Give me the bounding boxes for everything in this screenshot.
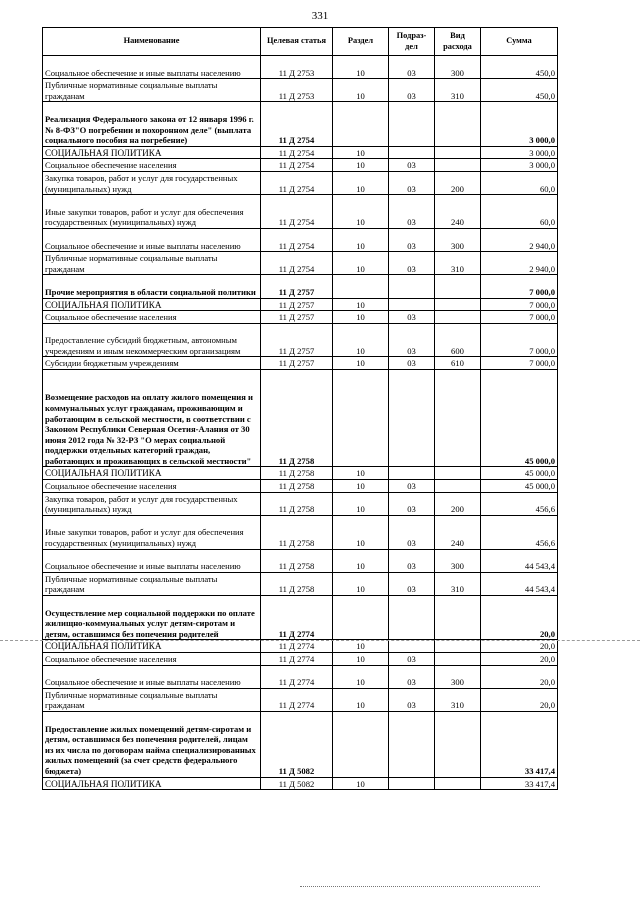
- row-name: Предоставление жилых помещений детям-сиротам и детям, оставшимся без попечения родителей, лицам из их числа по договорам найма специализированных жилых помещений (за счет средств федерального бюджета): [43, 711, 261, 777]
- row-amount: 45 000,0: [481, 480, 558, 493]
- row-target-article: 11 Д 2758: [261, 515, 333, 549]
- row-subsection: 03: [389, 195, 435, 229]
- row-section: 10: [333, 688, 389, 711]
- row-subsection: [389, 596, 435, 640]
- budget-table: [42, 27, 558, 790]
- table-row: [43, 467, 558, 480]
- row-name: СОЦИАЛЬНАЯ ПОЛИТИКА: [43, 467, 261, 480]
- row-target-article: 11 Д 2758: [261, 549, 333, 572]
- row-expense-type: 600: [435, 323, 481, 357]
- row-target-article: 11 Д 2754: [261, 146, 333, 159]
- row-expense-type: 240: [435, 195, 481, 229]
- header-section: Раздел: [333, 28, 389, 56]
- row-target-article: 11 Д 5082: [261, 777, 333, 790]
- row-expense-type: 310: [435, 572, 481, 595]
- row-subsection: 03: [389, 228, 435, 251]
- row-target-article: 11 Д 2754: [261, 171, 333, 194]
- row-subsection: 03: [389, 688, 435, 711]
- row-name: СОЦИАЛЬНАЯ ПОЛИТИКА: [43, 146, 261, 159]
- row-target-article: 11 Д 2754: [261, 252, 333, 275]
- row-section: 10: [333, 572, 389, 595]
- row-amount: 7 000,0: [481, 323, 558, 357]
- row-section: 10: [333, 56, 389, 79]
- table-row: [43, 665, 558, 688]
- row-target-article: 11 Д 5082: [261, 711, 333, 777]
- row-amount: 45 000,0: [481, 467, 558, 480]
- row-section: [333, 711, 389, 777]
- row-expense-type: [435, 596, 481, 640]
- row-amount: 45 000,0: [481, 370, 558, 467]
- table-row: [43, 146, 558, 159]
- row-name: СОЦИАЛЬНАЯ ПОЛИТИКА: [43, 640, 261, 653]
- row-section: 10: [333, 665, 389, 688]
- row-target-article: 11 Д 2754: [261, 228, 333, 251]
- header-amount: Сумма: [481, 28, 558, 56]
- row-section: 10: [333, 492, 389, 515]
- row-section: 10: [333, 653, 389, 666]
- row-amount: 44 543,4: [481, 572, 558, 595]
- row-expense-type: 310: [435, 688, 481, 711]
- row-name: Осуществление мер социальной поддержки по оплате жилищно-коммунальных услуг детям-сиротам и детям, оставшимся без попечения родителей: [43, 596, 261, 640]
- row-subsection: [389, 467, 435, 480]
- row-expense-type: 310: [435, 79, 481, 102]
- budget-table-body: [43, 56, 558, 790]
- row-amount: 20,0: [481, 688, 558, 711]
- table-header-row: [43, 28, 558, 56]
- row-section: 10: [333, 467, 389, 480]
- row-name: Публичные нормативные социальные выплаты гражданам: [43, 79, 261, 102]
- table-row: [43, 252, 558, 275]
- row-target-article: 11 Д 2754: [261, 195, 333, 229]
- table-row: [43, 640, 558, 653]
- row-expense-type: [435, 298, 481, 311]
- row-target-article: 11 Д 2774: [261, 596, 333, 640]
- row-target-article: 11 Д 2757: [261, 357, 333, 370]
- row-section: [333, 275, 389, 298]
- row-name: Публичные нормативные социальные выплаты гражданам: [43, 252, 261, 275]
- row-amount: 60,0: [481, 171, 558, 194]
- table-row: [43, 572, 558, 595]
- row-expense-type: [435, 777, 481, 790]
- row-subsection: [389, 275, 435, 298]
- row-expense-type: 610: [435, 357, 481, 370]
- row-target-article: 11 Д 2753: [261, 79, 333, 102]
- row-section: 10: [333, 357, 389, 370]
- row-section: 10: [333, 640, 389, 653]
- row-section: 10: [333, 515, 389, 549]
- row-expense-type: [435, 275, 481, 298]
- row-expense-type: [435, 467, 481, 480]
- row-section: 10: [333, 311, 389, 324]
- row-amount: 2 940,0: [481, 228, 558, 251]
- row-target-article: 11 Д 2753: [261, 56, 333, 79]
- row-name: Иные закупки товаров, работ и услуг для обеспечения государственных (муниципальных) нужд: [43, 515, 261, 549]
- row-amount: 7 000,0: [481, 275, 558, 298]
- row-section: 10: [333, 777, 389, 790]
- row-amount: 3 000,0: [481, 146, 558, 159]
- row-subsection: 03: [389, 159, 435, 172]
- row-target-article: 11 Д 2758: [261, 572, 333, 595]
- table-row: [43, 56, 558, 79]
- header-subsection: Подраз-дел: [389, 28, 435, 56]
- row-name: СОЦИАЛЬНАЯ ПОЛИТИКА: [43, 298, 261, 311]
- table-row: [43, 79, 558, 102]
- row-amount: 20,0: [481, 640, 558, 653]
- header-name: Наименование: [43, 28, 261, 56]
- row-amount: 20,0: [481, 653, 558, 666]
- header-target-article: Целевая статья: [261, 28, 333, 56]
- row-target-article: 11 Д 2758: [261, 467, 333, 480]
- header-expense-type: Вид расхода: [435, 28, 481, 56]
- row-name: Предоставление субсидий бюджетным, автономным учреждениям и иным некоммерческим организациям: [43, 323, 261, 357]
- table-row: [43, 370, 558, 467]
- row-expense-type: 240: [435, 515, 481, 549]
- row-amount: 20,0: [481, 665, 558, 688]
- row-section: 10: [333, 159, 389, 172]
- row-expense-type: 300: [435, 56, 481, 79]
- row-subsection: [389, 711, 435, 777]
- row-target-article: 11 Д 2754: [261, 102, 333, 146]
- row-name: Иные закупки товаров, работ и услуг для обеспечения государственных (муниципальных) нужд: [43, 195, 261, 229]
- row-name: Социальное обеспечение и иные выплаты населению: [43, 665, 261, 688]
- table-row: [43, 275, 558, 298]
- row-expense-type: [435, 146, 481, 159]
- table-row: [43, 688, 558, 711]
- row-name: Прочие мероприятия в области социальной политики: [43, 275, 261, 298]
- row-target-article: 11 Д 2758: [261, 492, 333, 515]
- row-subsection: [389, 298, 435, 311]
- row-target-article: 11 Д 2757: [261, 275, 333, 298]
- row-section: [333, 370, 389, 467]
- row-subsection: 03: [389, 311, 435, 324]
- row-subsection: 03: [389, 515, 435, 549]
- row-subsection: [389, 146, 435, 159]
- row-subsection: 03: [389, 323, 435, 357]
- page-number: 331: [311, 10, 329, 22]
- row-name: Возмещение расходов на оплату жилого помещения и коммунальных услуг гражданам, проживающим и работающим в сельской местности, в соответствии с Законом Республики Северная Осетия-Алания от 30 июня 2012 года № 32-РЗ "О мерах социальной поддержки отдельных категорий граждан, работающих и проживающих в сельской местности": [43, 370, 261, 467]
- table-row: [43, 492, 558, 515]
- row-expense-type: 310: [435, 252, 481, 275]
- table-row: [43, 480, 558, 493]
- row-amount: 450,0: [481, 56, 558, 79]
- table-row: [43, 228, 558, 251]
- row-subsection: [389, 640, 435, 653]
- row-section: 10: [333, 252, 389, 275]
- row-name: Социальное обеспечение населения: [43, 311, 261, 324]
- row-expense-type: [435, 102, 481, 146]
- row-expense-type: 300: [435, 549, 481, 572]
- row-target-article: 11 Д 2758: [261, 370, 333, 467]
- row-section: [333, 102, 389, 146]
- row-subsection: 03: [389, 480, 435, 493]
- row-amount: 60,0: [481, 195, 558, 229]
- row-amount: 44 543,4: [481, 549, 558, 572]
- row-expense-type: [435, 159, 481, 172]
- row-name: Социальное обеспечение населения: [43, 159, 261, 172]
- table-row: [43, 777, 558, 790]
- row-target-article: 11 Д 2757: [261, 323, 333, 357]
- row-section: 10: [333, 298, 389, 311]
- row-amount: 456,6: [481, 515, 558, 549]
- row-target-article: 11 Д 2757: [261, 298, 333, 311]
- row-name: Социальное обеспечение и иные выплаты населению: [43, 56, 261, 79]
- row-subsection: 03: [389, 252, 435, 275]
- row-target-article: 11 Д 2758: [261, 480, 333, 493]
- table-row: [43, 653, 558, 666]
- row-name: Социальное обеспечение населения: [43, 480, 261, 493]
- row-subsection: [389, 102, 435, 146]
- table-row: [43, 298, 558, 311]
- row-name: Публичные нормативные социальные выплаты гражданам: [43, 688, 261, 711]
- row-amount: 7 000,0: [481, 311, 558, 324]
- row-subsection: [389, 777, 435, 790]
- row-expense-type: 200: [435, 171, 481, 194]
- row-section: 10: [333, 323, 389, 357]
- scan-fold-line: [0, 640, 640, 641]
- row-amount: 33 417,4: [481, 711, 558, 777]
- row-target-article: 11 Д 2774: [261, 640, 333, 653]
- row-name: Субсидии бюджетным учреждениям: [43, 357, 261, 370]
- row-name: Социальное обеспечение и иные выплаты населению: [43, 549, 261, 572]
- row-amount: 20,0: [481, 596, 558, 640]
- row-name: СОЦИАЛЬНАЯ ПОЛИТИКА: [43, 777, 261, 790]
- table-row: [43, 323, 558, 357]
- row-subsection: 03: [389, 56, 435, 79]
- table-row: [43, 159, 558, 172]
- table-row: [43, 549, 558, 572]
- row-expense-type: [435, 711, 481, 777]
- table-row: [43, 171, 558, 194]
- row-subsection: 03: [389, 549, 435, 572]
- row-target-article: 11 Д 2757: [261, 311, 333, 324]
- row-amount: 450,0: [481, 79, 558, 102]
- row-expense-type: 300: [435, 228, 481, 251]
- row-section: 10: [333, 146, 389, 159]
- row-subsection: 03: [389, 171, 435, 194]
- row-name: Закупка товаров, работ и услуг для государственных (муниципальных) нужд: [43, 492, 261, 515]
- table-row: [43, 102, 558, 146]
- row-expense-type: [435, 653, 481, 666]
- table-row: [43, 711, 558, 777]
- row-expense-type: [435, 640, 481, 653]
- table-row: [43, 515, 558, 549]
- row-amount: 3 000,0: [481, 102, 558, 146]
- row-expense-type: [435, 311, 481, 324]
- row-section: 10: [333, 228, 389, 251]
- row-expense-type: 300: [435, 665, 481, 688]
- row-section: 10: [333, 195, 389, 229]
- scan-marks: [300, 886, 540, 889]
- row-section: 10: [333, 549, 389, 572]
- table-row: [43, 195, 558, 229]
- row-expense-type: [435, 370, 481, 467]
- row-subsection: 03: [389, 357, 435, 370]
- row-section: 10: [333, 79, 389, 102]
- row-name: Социальное обеспечение и иные выплаты населению: [43, 228, 261, 251]
- row-subsection: 03: [389, 572, 435, 595]
- row-name: Закупка товаров, работ и услуг для государственных (муниципальных) нужд: [43, 171, 261, 194]
- row-subsection: 03: [389, 79, 435, 102]
- row-amount: 3 000,0: [481, 159, 558, 172]
- table-row: [43, 311, 558, 324]
- row-amount: 2 940,0: [481, 252, 558, 275]
- row-amount: 33 417,4: [481, 777, 558, 790]
- row-subsection: 03: [389, 653, 435, 666]
- row-name: Реализация Федерального закона от 12 января 1996 г. № 8-ФЗ"О погребении и похоронном деле" (выплата социального пособия на погребение): [43, 102, 261, 146]
- table-row: [43, 596, 558, 640]
- row-target-article: 11 Д 2774: [261, 688, 333, 711]
- row-expense-type: [435, 480, 481, 493]
- row-subsection: 03: [389, 492, 435, 515]
- row-amount: 7 000,0: [481, 357, 558, 370]
- row-expense-type: 200: [435, 492, 481, 515]
- row-target-article: 11 Д 2774: [261, 653, 333, 666]
- row-name: Социальное обеспечение населения: [43, 653, 261, 666]
- row-target-article: 11 Д 2774: [261, 665, 333, 688]
- row-name: Публичные нормативные социальные выплаты гражданам: [43, 572, 261, 595]
- row-section: 10: [333, 171, 389, 194]
- row-subsection: [389, 370, 435, 467]
- row-amount: 7 000,0: [481, 298, 558, 311]
- table-row: [43, 357, 558, 370]
- row-amount: 456,6: [481, 492, 558, 515]
- row-section: 10: [333, 480, 389, 493]
- row-section: [333, 596, 389, 640]
- row-subsection: 03: [389, 665, 435, 688]
- row-target-article: 11 Д 2754: [261, 159, 333, 172]
